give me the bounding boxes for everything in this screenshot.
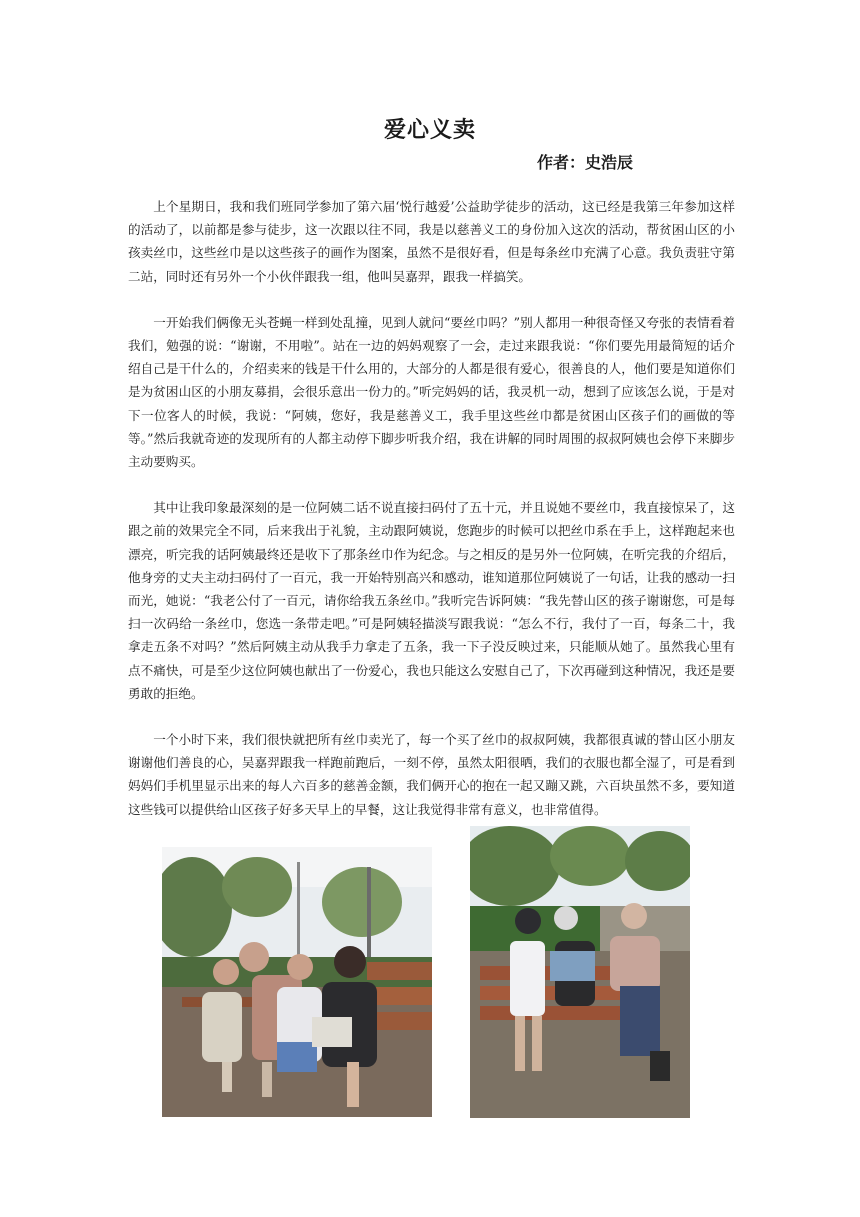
photo-boy-with-adults (470, 826, 690, 1118)
article-author: 作者：史浩辰 (537, 153, 634, 172)
photo-group-on-bench (162, 847, 432, 1117)
paragraph-2: 一开始我们俩像无头苍蝇一样到处乱撞，见到人就问“要丝巾吗？”别人都用一种很奇怪又夸张的表情看着我们，勉强的说：“谢谢，不用啦”。站在一边的妈妈观察了一会，走过来跟我说：“你们要先用最简短的话介绍自己是干什么的，介绍卖来的钱是干什么用的，大部分的人都是很有爱心，很善良的人，他们要是知道你们是为贫困山区的小朋友募捐，会很乐意出一份力的。”听完妈妈的话，我灵机一动，想到了应该怎么说，于是对下一位客人的时候，我说：“阿姨，您好，我是慈善义工，我手里这些丝巾都是贫困山区孩子们的画做的等等。”然后我就奇迹的发现所有的人都主动停下脚步听我介绍，我在讲解的同时周围的叔叔阿姨也会停下来脚步主动要购买。 (128, 314, 735, 470)
article-body (128, 195, 735, 844)
paragraph-4: 一个小时下来，我们很快就把所有丝巾卖光了，每一个买了丝巾的叔叔阿姨，我都很真诚的替山区小朋友谢谢他们善良的心，吴嘉羿跟我一样跑前跑后，一刻不停，虽然太阳很晒，我们的衣服也都全湿了，可是看到妈妈们手机里显示出来的每人六百多的慈善金额，我们俩开心的抱在一起又蹦又跳，六百块虽然不多，要知道这些钱可以提供给山区孩子好多天早上的早餐，这让我觉得非常有意义，也非常值得。 (128, 732, 735, 817)
article-title: 爱心义卖 (383, 118, 476, 143)
paragraph-1: 上个星期日，我和我们班同学参加了第六届‘悦行越爱’公益助学徒步的活动，这已经是我第三年参加这样的活动了，以前都是参与徒步，这一次跟以往不同，我是以慈善义工的身份加入这次的活动，帮贫困山区的小孩卖丝巾，这些丝巾是以这些孩子的画作为图案，虽然不是很好看，但是每条丝巾充满了心意。我负责驻守第二站，同时还有另外一个小伙伴跟我一组，他叫吴嘉羿，跟我一样搞笑。 (128, 199, 735, 284)
paragraph-3: 其中让我印象最深刻的是一位阿姨二话不说直接扫码付了五十元，并且说她不要丝巾，我直接惊呆了，这跟之前的效果完全不同，后来我出于礼貌，主动跟阿姨说，您跑步的时候可以把丝巾系在手上，这样跑起来也漂亮，听完我的话阿姨最终还是收下了那条丝巾作为纪念。与之相反的是另外一位阿姨，在听完我的介绍后，他身旁的丈夫主动扫码付了一百元，我一开始特别高兴和感动，谁知道那位阿姨说了一句话，让我的感动一扫而光，她说：“我老公付了一百元，请你给我五条丝巾。”我听完告诉阿姨：“我先替山区的孩子谢谢您，可是每扫一次码给一条丝巾，您选一条带走吧。”可是阿姨轻描淡写跟我说：“怎么不行，我付了一百，每条二十，我拿走五条不对吗？”然后阿姨主动从我手力拿走了五条，我一下子没反映过来，只能顺从她了。虽然我心里有点不痛快，可是至少这位阿姨也献出了一份爱心，我也只能这么安慰自己了，下次再碰到这种情况，我还是要勇敢的拒绝。 (128, 500, 735, 701)
